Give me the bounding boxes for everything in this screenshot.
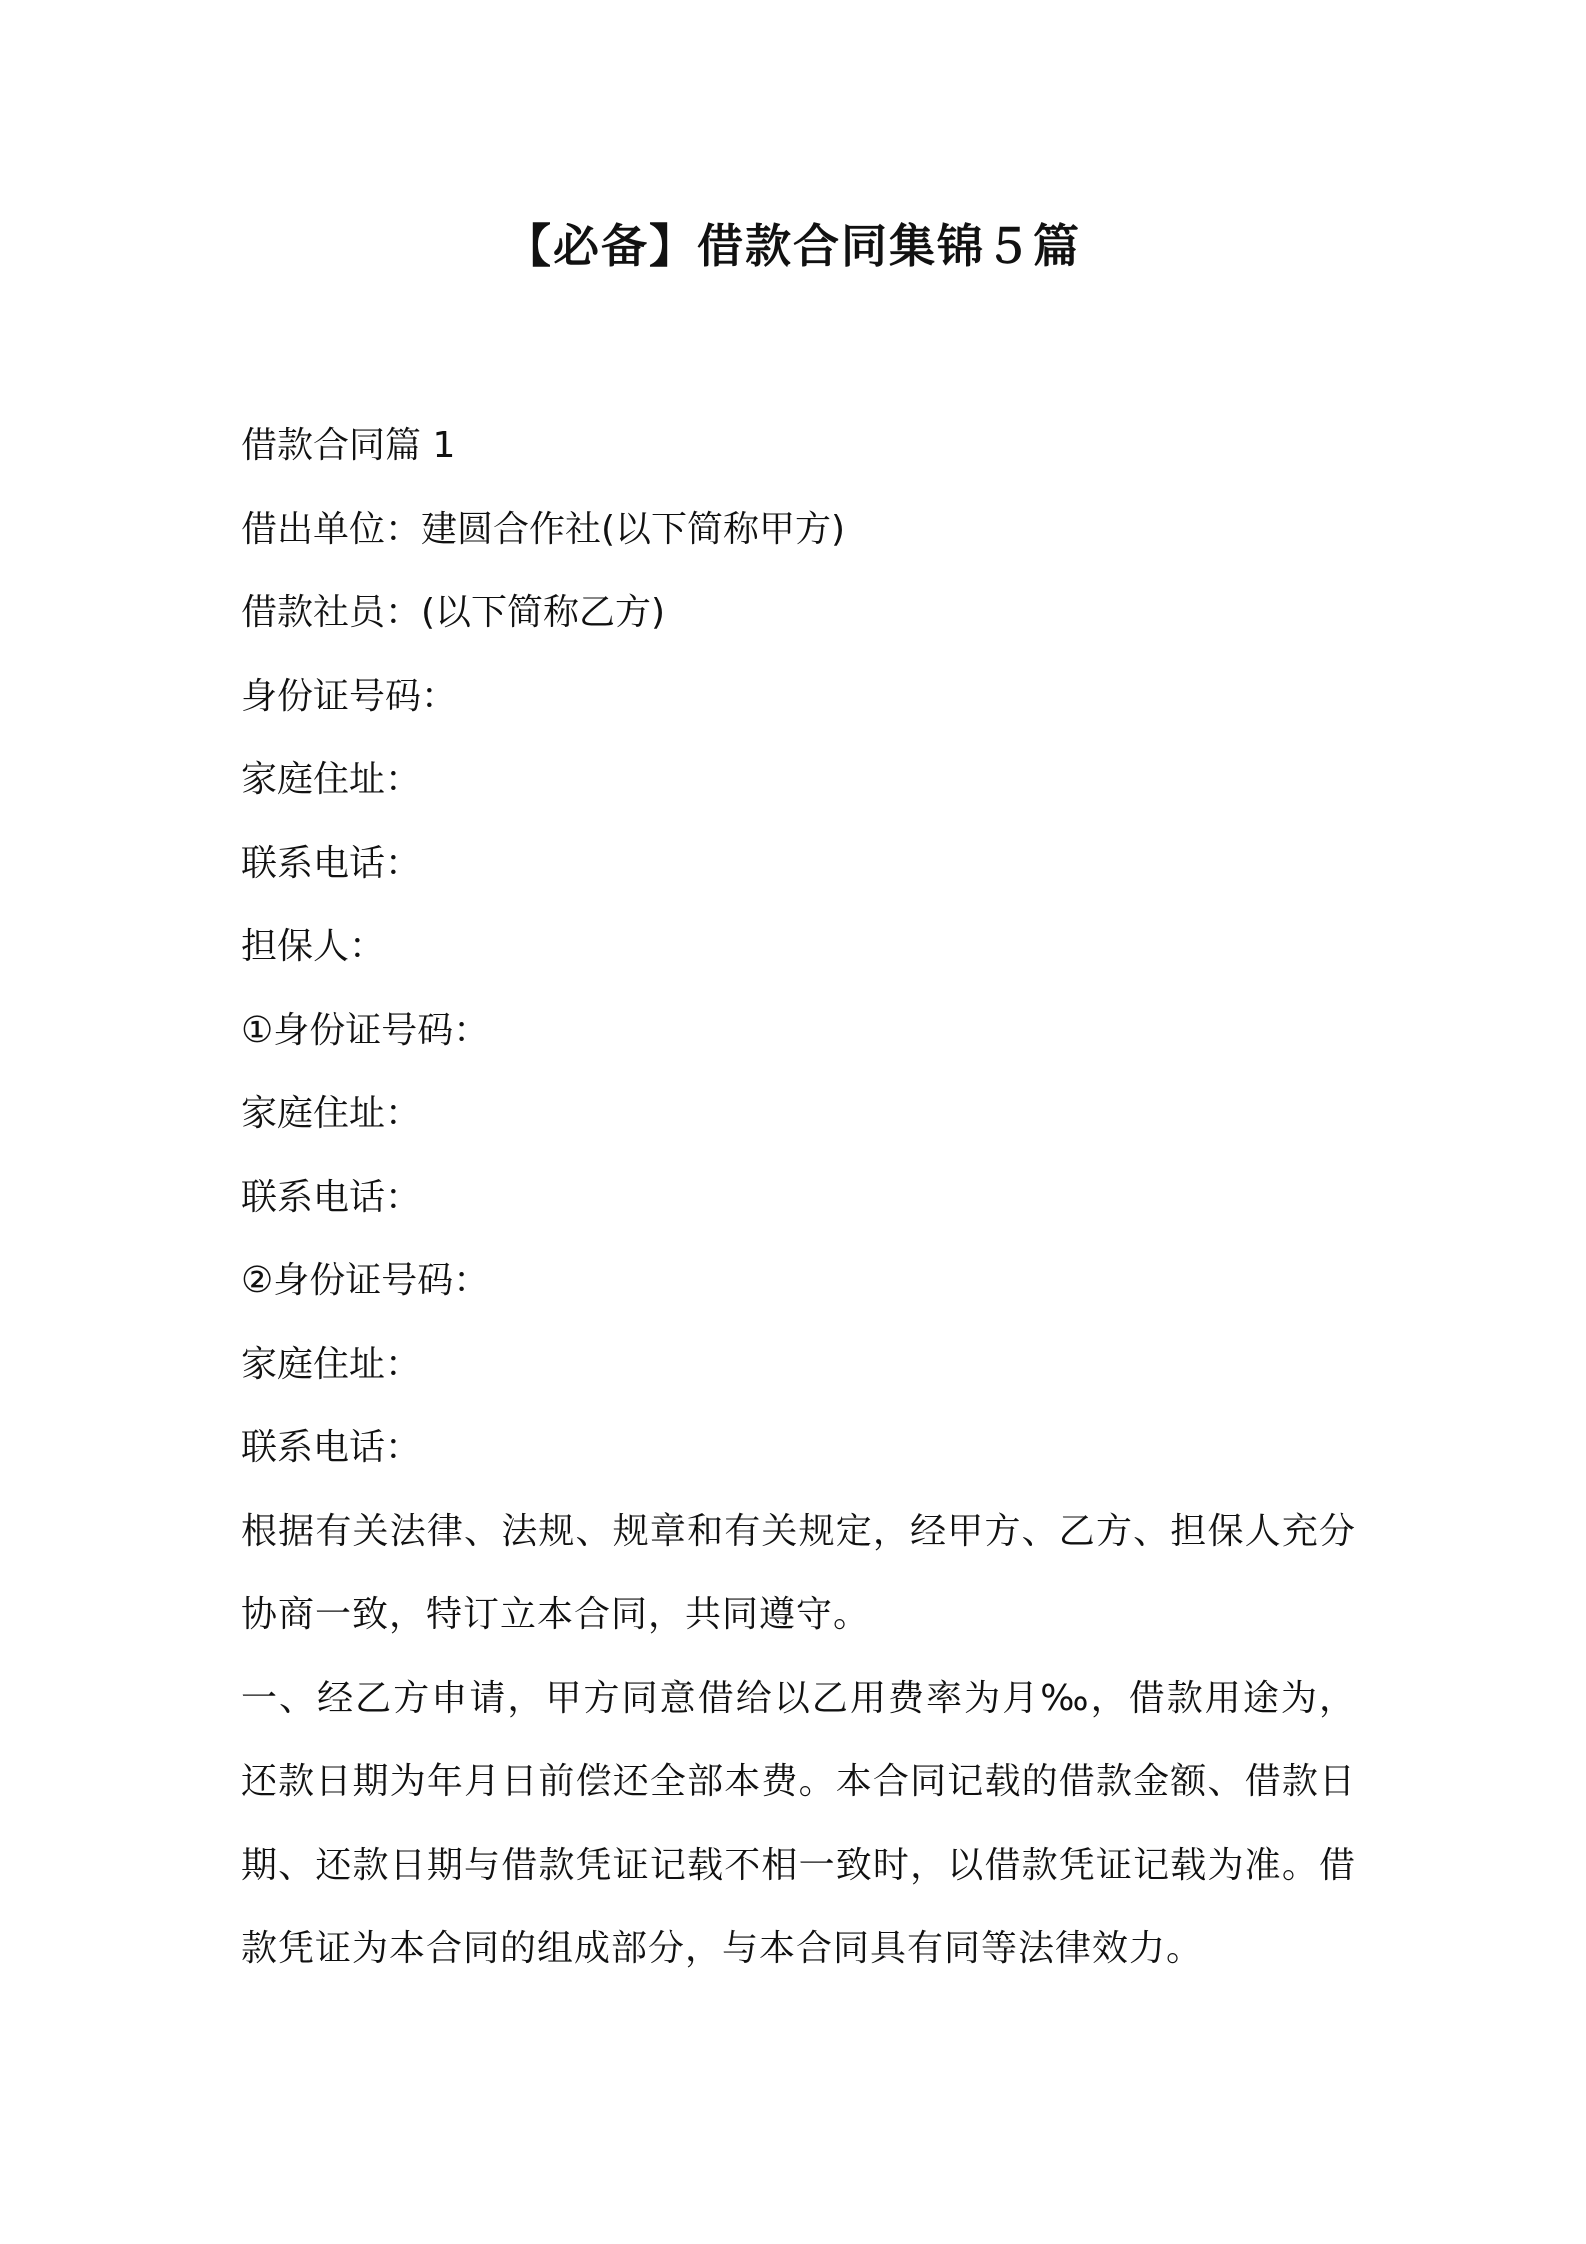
lender-line: 借出单位：建圆合作社(以下简称甲方) [241, 508, 846, 550]
guarantor-1-id-line: ①身份证号码： [241, 1009, 490, 1051]
guarantor-line: 担保人： [241, 926, 386, 967]
document-title: 【必备】借款合同集锦５篇 [505, 219, 1081, 273]
section-heading: 借款合同篇 1 [241, 425, 456, 466]
clause-1-paragraph: 一、经乙方申请，甲方同意借给以乙用费率为月‰，借款用途为，还款日期为年月日前偿还全部本费。本合同记载的借款金额、借款日期、还款日期与借款凭证记载不相一致时，以借款凭证记载为准。借款凭证为本合同的组成部分，与本合同具有同等法律效力。 [241, 1677, 1356, 1969]
borrower-address-line: 家庭住址： [241, 759, 422, 800]
guarantor-1-phone-line: 联系电话： [241, 1176, 422, 1218]
guarantor-2-address-line: 家庭住址： [241, 1343, 422, 1385]
guarantor-1-address-line: 家庭住址： [241, 1093, 422, 1134]
guarantor-2-phone-line: 联系电话： [241, 1427, 422, 1468]
guarantor-2-id-line: ②身份证号码： [241, 1260, 490, 1301]
preamble-paragraph: 根据有关法律、法规、规章和有关规定，经甲方、乙方、担保人充分协商一致，特订立本合同，共同遵守。 [241, 1510, 1356, 1635]
borrower-line: 借款社员：(以下简称乙方) [241, 592, 666, 633]
borrower-phone-line: 联系电话： [241, 842, 422, 884]
borrower-id-line: 身份证号码： [241, 675, 458, 717]
document-body [241, 404, 1356, 1991]
